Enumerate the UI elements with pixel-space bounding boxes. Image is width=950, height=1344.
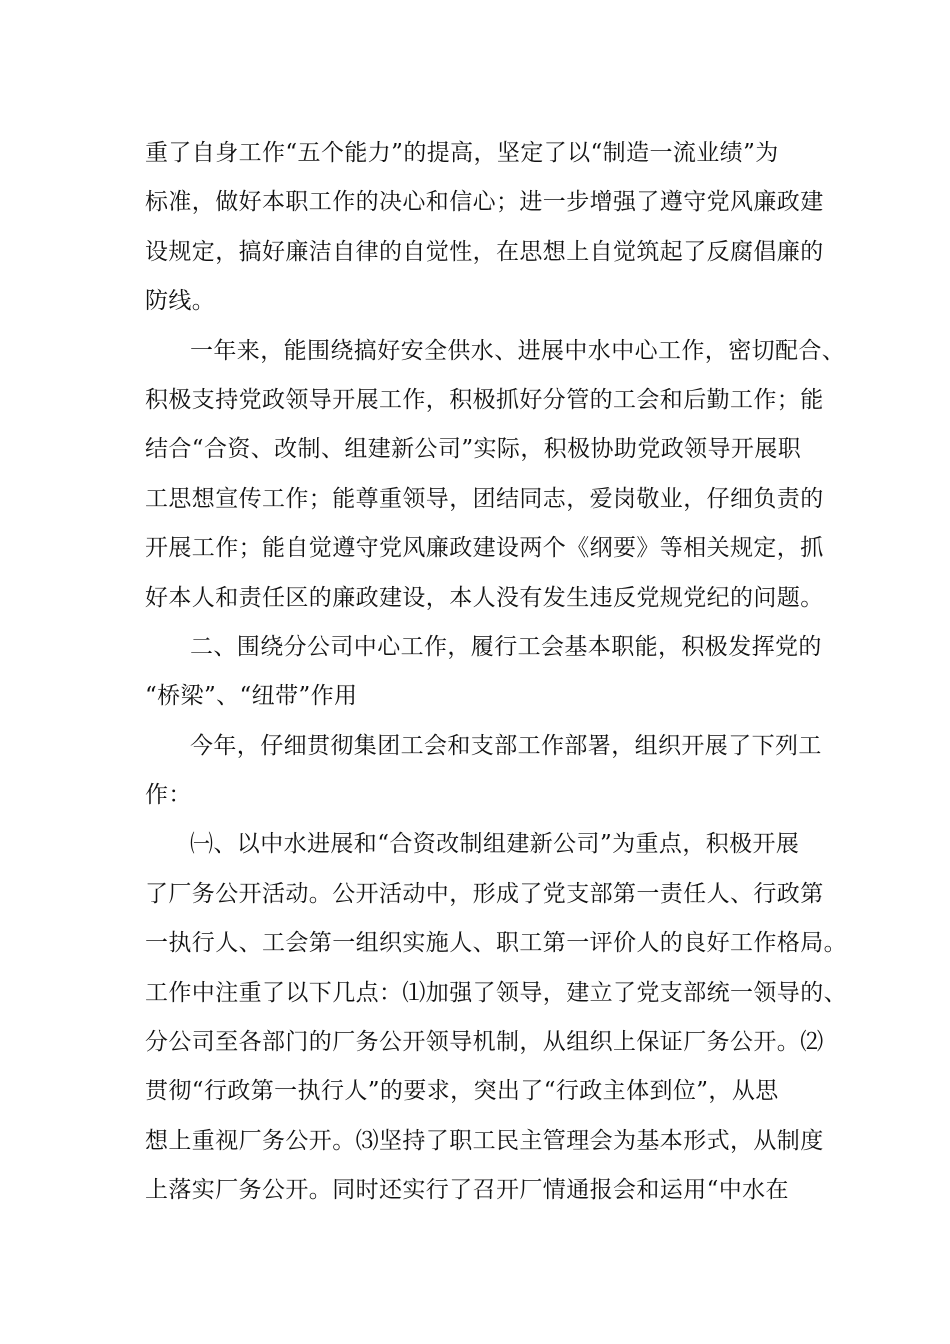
text-line: 想上重视厂务公开。⑶坚持了职工民主管理会为基本形式，从制度 — [145, 1127, 824, 1154]
text-line: 设规定，搞好廉洁自律的自觉性，在思想上自觉筑起了反腐倡廉的 — [145, 238, 824, 265]
text-line: 工作中注重了以下几点：⑴加强了领导，建立了党支部统一领导的、 — [145, 979, 847, 1006]
text-line: 上落实厂务公开。同时还实行了召开厂情通报会和运用“中水在 — [145, 1177, 789, 1204]
section-heading-continuation: “桥梁”、“纽带”作用 — [145, 683, 358, 710]
text-line: 一执行人、工会第一组织实施人、职工第一评价人的良好工作格局。 — [145, 930, 847, 957]
text-line: 工思想宣传工作；能尊重领导，团结同志，爱岗敬业，仔细负责的 — [145, 485, 824, 512]
text-line: 重了自身工作“五个能力”的提高，坚定了以“制造一流业绩”为 — [145, 140, 779, 166]
text-line: 作： — [145, 782, 192, 809]
section-heading: 二、围绕分公司中心工作，履行工会基本职能，积极发挥党的 — [190, 633, 822, 660]
text-line: 分公司至各部门的厂务公开领导机制，从组织上保证厂务公开。⑵ — [145, 1029, 824, 1056]
text-line: 标准，做好本职工作的决心和信心；进一步增强了遵守党风廉政建 — [145, 189, 824, 216]
paragraph-first-line: ㈠、以中水进展和“合资改制组建新公司”为重点，积极开展 — [190, 831, 800, 858]
paragraph-first-line: 今年，仔细贯彻集团工会和支部工作部署，组织开展了下列工 — [190, 732, 822, 759]
text-line: 防线。 — [145, 288, 216, 315]
text-line: 结合“合资、改制、组建新公司”实际，积极协助党政领导开展职 — [145, 436, 802, 463]
body-text — [145, 131, 847, 1218]
text-line: 开展工作；能自觉遵守党风廉政建设两个《纲要》等相关规定，抓 — [145, 535, 824, 562]
text-line: 积极支持党政领导开展工作，积极抓好分管的工会和后勤工作；能 — [145, 386, 824, 413]
text-line: 了厂务公开活动。公开活动中，形成了党支部第一责任人、行政第 — [145, 880, 824, 907]
text-line: 好本人和责任区的廉政建设，本人没有发生违反党规党纪的问题。 — [145, 584, 824, 611]
text-line: 贯彻“行政第一执行人”的要求，突出了“行政主体到位”，从思 — [145, 1078, 779, 1105]
paragraph-first-line: 一年来，能围绕搞好安全供水、进展中水中心工作，密切配合、 — [190, 337, 846, 364]
